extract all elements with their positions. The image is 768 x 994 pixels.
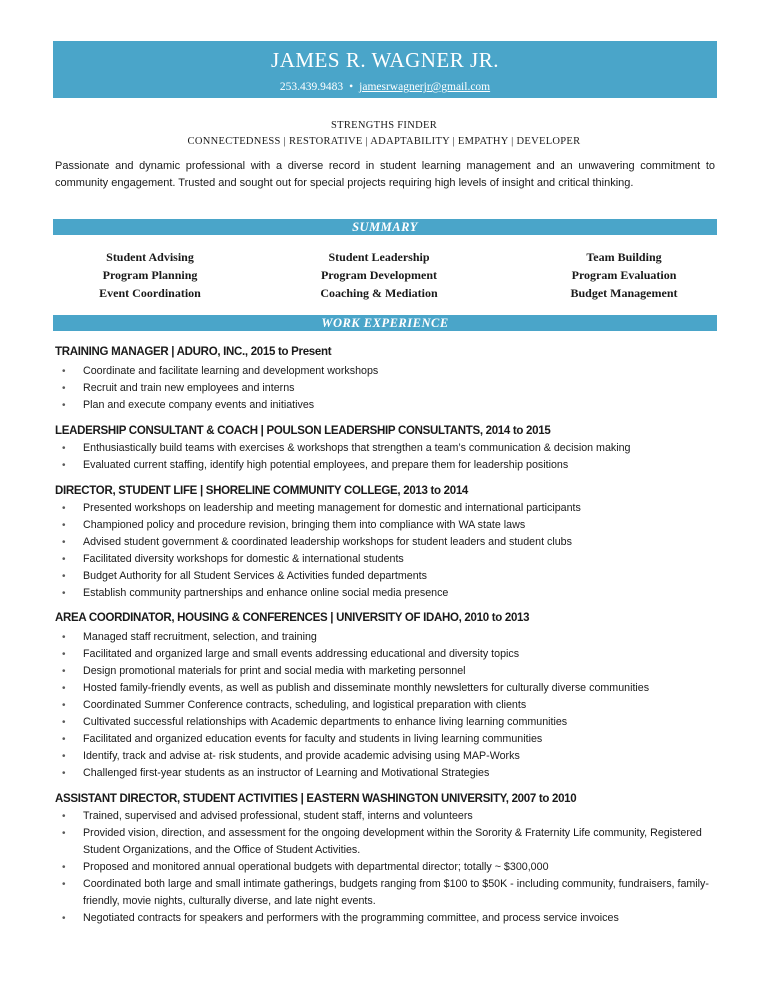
job-bullet: • Cultivated successful relationships with Academic departments to enhance living learning communities bbox=[55, 714, 725, 731]
skill-item: Student Leadership bbox=[328, 250, 430, 264]
summary-heading: SUMMARY bbox=[53, 219, 717, 235]
job-bullet: • Coordinated both large and small intimate gatherings, budgets ranging from $100 to $50K - including community, fundraisers, family-friendly, movie nights, culturally diverse, and late night events. bbox=[55, 876, 725, 910]
job-title: ASSISTANT DIRECTOR, STUDENT ACTIVITIES | EASTERN WASHINGTON UNIVERSITY, 2007 to 2010 bbox=[55, 793, 577, 805]
contact-line bbox=[53, 81, 717, 93]
job-bullets bbox=[55, 440, 725, 474]
job-title: DIRECTOR, STUDENT LIFE | SHORELINE COMMUNITY COLLEGE, 2013 to 2014 bbox=[55, 485, 469, 497]
separator-dot: • bbox=[349, 81, 354, 93]
job-bullet: • Presented workshops on leadership and meeting management for domestic and international participants bbox=[55, 500, 725, 517]
job-bullet: • Challenged first-year students as an instructor of Learning and Motivational Strategies bbox=[55, 765, 725, 782]
job-bullet: • Coordinate and facilitate learning and development workshops bbox=[55, 363, 725, 380]
job-title: AREA COORDINATOR, HOUSING & CONFERENCES | UNIVERSITY OF IDAHO, 2010 to 2013 bbox=[55, 612, 530, 624]
job-bullet: • Identify, track and advise at- risk students, and provide academic advising using MAP-Works bbox=[55, 748, 725, 765]
intro-paragraph: Passionate and dynamic professional with a diverse record in student learning management and an unwavering commitment to community engagement. Trusted and sought out for special projects requiring high levels of insight and critical thinking. bbox=[55, 160, 715, 189]
job-bullet: • Facilitated and organized education events for faculty and students in living learning communities bbox=[55, 731, 725, 748]
job-bullet: • Proposed and monitored annual operational budgets with departmental director; totally ~ $300,000 bbox=[55, 859, 725, 876]
job-bullet: • Establish community partnerships and enhance online social media presence bbox=[55, 585, 725, 602]
job-bullet: • Coordinated Summer Conference contracts, scheduling, and logistical preparation with clients bbox=[55, 697, 725, 714]
skills-column-2 bbox=[279, 248, 479, 302]
skill-item: Team Building bbox=[586, 250, 662, 264]
job-bullets bbox=[55, 363, 725, 414]
job-bullets bbox=[55, 500, 725, 602]
strengths-title: STRENGTHS FINDER bbox=[330, 120, 438, 131]
skill-item: Student Advising bbox=[106, 250, 194, 264]
job-bullet: • Championed policy and procedure revision, bringing them into compliance with WA state laws bbox=[55, 517, 725, 534]
job-bullet: • Recruit and train new employees and interns bbox=[55, 380, 725, 397]
skill-item: Event Coordination bbox=[99, 286, 201, 300]
job-title: LEADERSHIP CONSULTANT & COACH | POULSON LEADERSHIP CONSULTANTS, 2014 to 2015 bbox=[55, 425, 551, 437]
skill-item: Coaching & Mediation bbox=[320, 286, 438, 300]
job-bullet: • Enthusiastically build teams with exercises & workshops that strengthen a team’s communication & decision making bbox=[55, 440, 725, 457]
skills-column-1 bbox=[50, 248, 250, 302]
strengths-list: CONNECTEDNESS | RESTORATIVE | ADAPTABILITY | EMPATHY | DEVELOPER bbox=[187, 136, 581, 147]
job-bullet: • Budget Authority for all Student Services & Activities funded departments bbox=[55, 568, 725, 585]
job-bullet: • Facilitated and organized large and small events addressing educational and diversity topics bbox=[55, 646, 725, 663]
job-bullet: • Hosted family-friendly events, as well as publish and disseminate monthly newsletters for culturally diverse communities bbox=[55, 680, 725, 697]
job-bullet: • Negotiated contracts for speakers and performers with the programming committee, and process service invoices bbox=[55, 910, 725, 927]
job-bullet: • Managed staff recruitment, selection, and training bbox=[55, 629, 725, 646]
skill-item: Program Evaluation bbox=[571, 268, 677, 282]
header-band bbox=[53, 41, 717, 98]
skill-item: Program Development bbox=[320, 268, 438, 282]
work-experience-heading: WORK EXPERIENCE bbox=[53, 315, 717, 331]
candidate-name: JAMES R. WAGNER JR. bbox=[271, 48, 499, 72]
job-title: TRAINING MANAGER | ADURO, INC., 2015 to Present bbox=[55, 346, 332, 358]
job-bullet: • Trained, supervised and advised professional, student staff, interns and volunteers bbox=[55, 808, 725, 825]
skill-item: Program Planning bbox=[102, 268, 198, 282]
job-bullet: • Facilitated diversity workshops for domestic & international students bbox=[55, 551, 725, 568]
job-bullet: • Advised student government & coordinated leadership workshops for student leaders and student clubs bbox=[55, 534, 725, 551]
job-bullet: • Plan and execute company events and initiatives bbox=[55, 397, 725, 414]
skills-column-3 bbox=[524, 248, 724, 302]
job-bullet: • Design promotional materials for print and social media with marketing personnel bbox=[55, 663, 725, 680]
email-link[interactable]: jamesrwagnerjr@gmail.com bbox=[359, 81, 491, 93]
job-bullet: • Provided vision, direction, and assessment for the ongoing development within the Sorority & Fraternity Life community, Registered Student Organizations, and the Office of Student Activities. bbox=[55, 825, 725, 859]
skill-item: Budget Management bbox=[570, 286, 678, 300]
job-bullets bbox=[55, 629, 725, 782]
phone-number: 253.439.9483 bbox=[279, 81, 344, 93]
job-bullets bbox=[55, 808, 725, 927]
job-bullet: • Evaluated current staffing, identify high potential employees, and prepare them for leadership positions bbox=[55, 457, 725, 474]
